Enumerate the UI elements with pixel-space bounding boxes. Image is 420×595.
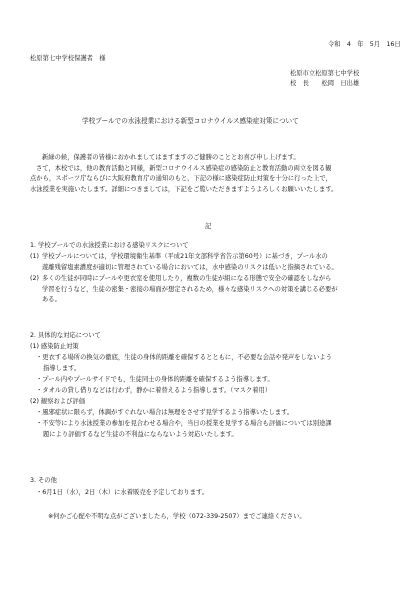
- item-number: (1): [30, 253, 39, 260]
- bullet-line: ・更衣する場所の換気の徹底，生徒の身体的距離を確保するとともに，不必要な会話や発声をしないよう: [36, 354, 332, 361]
- item-line: 多くの生徒が同時にプールや更衣室を使用したり，複数の生徒が組になる形態で安全の確認をしながら: [42, 275, 332, 282]
- bullet-line: ・不安等により水泳授業の参加を見合わせる場合や，当日の授業を見学する場合も評価については別途課: [36, 420, 332, 427]
- section-3-heading: 3. その他: [30, 477, 57, 484]
- sender-organization: 松原市立松原第七中学校: [290, 70, 360, 77]
- section-2-heading: 2. 具体的な対応について: [30, 332, 101, 339]
- intro-line-1: 新緑の候，保護者の皆様におかれましてはますますのご健勝のこととお喜び申し上げます。: [42, 154, 300, 161]
- bullet-towel: ・タオルの貸し借りなどは行わず，静かに着替えるよう指導します。（マスク着用）: [36, 387, 272, 394]
- intro-line-2: さて，本校では，他の教育活動と同様，新型コロナウイルス感染症の感染防止と教育活動の両立を図る観: [36, 164, 332, 172]
- item-line: 学校プールについては，学校環境衛生基準（平成21年文部科学省告示第60号）に基づき，プール水の: [42, 253, 328, 260]
- section-1-item-2: [30, 274, 400, 306]
- document-date: 令和 4 年 5月 16日: [328, 41, 401, 48]
- section-2-sub-2: (2) 観察および評価: [30, 398, 85, 405]
- bullet-line: 指導します。: [43, 364, 81, 372]
- bullet-ventilation: [36, 353, 401, 374]
- bullet-distance: ・プール内やプールサイドでも，生徒同士の身体的距離を確保するよう指導します。: [36, 376, 274, 383]
- intro-line-4: 水泳授業を実施いたします。詳細につきましては，下記をご覧いただきますようよろしくお願いいたします。: [30, 185, 338, 193]
- item-number: (2): [30, 275, 39, 282]
- sender-name: 校 長 松岡 日出雄: [290, 80, 360, 87]
- section-2-sub-1: (1) 感染防止対策: [30, 343, 79, 350]
- document-title: 学校プールでの水泳授業における新型コロナウイルス感染症対策について: [82, 117, 299, 125]
- intro-line-3: 点から，スポーツ庁ならびに大阪府教育庁の通知のもと，下記の様に感染症防止対策を十分に行った上で，: [30, 175, 332, 183]
- bullet-health: ・風邪症状に限らず，体調がすぐれない場合は無理をさせず見学するよう指導いたします。: [36, 409, 294, 416]
- intro-paragraph: [30, 153, 390, 195]
- addressee: 松原第七中学校保護者 様: [30, 55, 106, 62]
- item-line: 学習を行うなど，生徒の密集・密接の場面が想定されるため，様々な感染リスクへの対策を講じる必要が: [42, 285, 338, 293]
- bullet-line: 題により評価するなど生徒の不利益にならないよう対応いたします。: [43, 430, 238, 438]
- section-1-heading: 1. 学校プールでの水泳授業における感染リスクについて: [30, 242, 189, 249]
- bullet-evaluation: [36, 419, 401, 440]
- swimsuit-sale-note: ・6月1日（水），2日（木）に水着販売を予定しております。: [36, 489, 209, 496]
- contact-note: ※何かご心配や不明な点がございましたら，学校（072-339-2507）までご連絡ください。: [48, 513, 306, 520]
- item-line: ある。: [42, 296, 61, 303]
- item-line: 遊離残留塩素濃度が適切に管理されている場合においては，水中感染のリスクは低いと指摘されている。: [42, 263, 338, 271]
- ki-heading: 記: [205, 223, 212, 230]
- section-1-item-1: [30, 252, 400, 273]
